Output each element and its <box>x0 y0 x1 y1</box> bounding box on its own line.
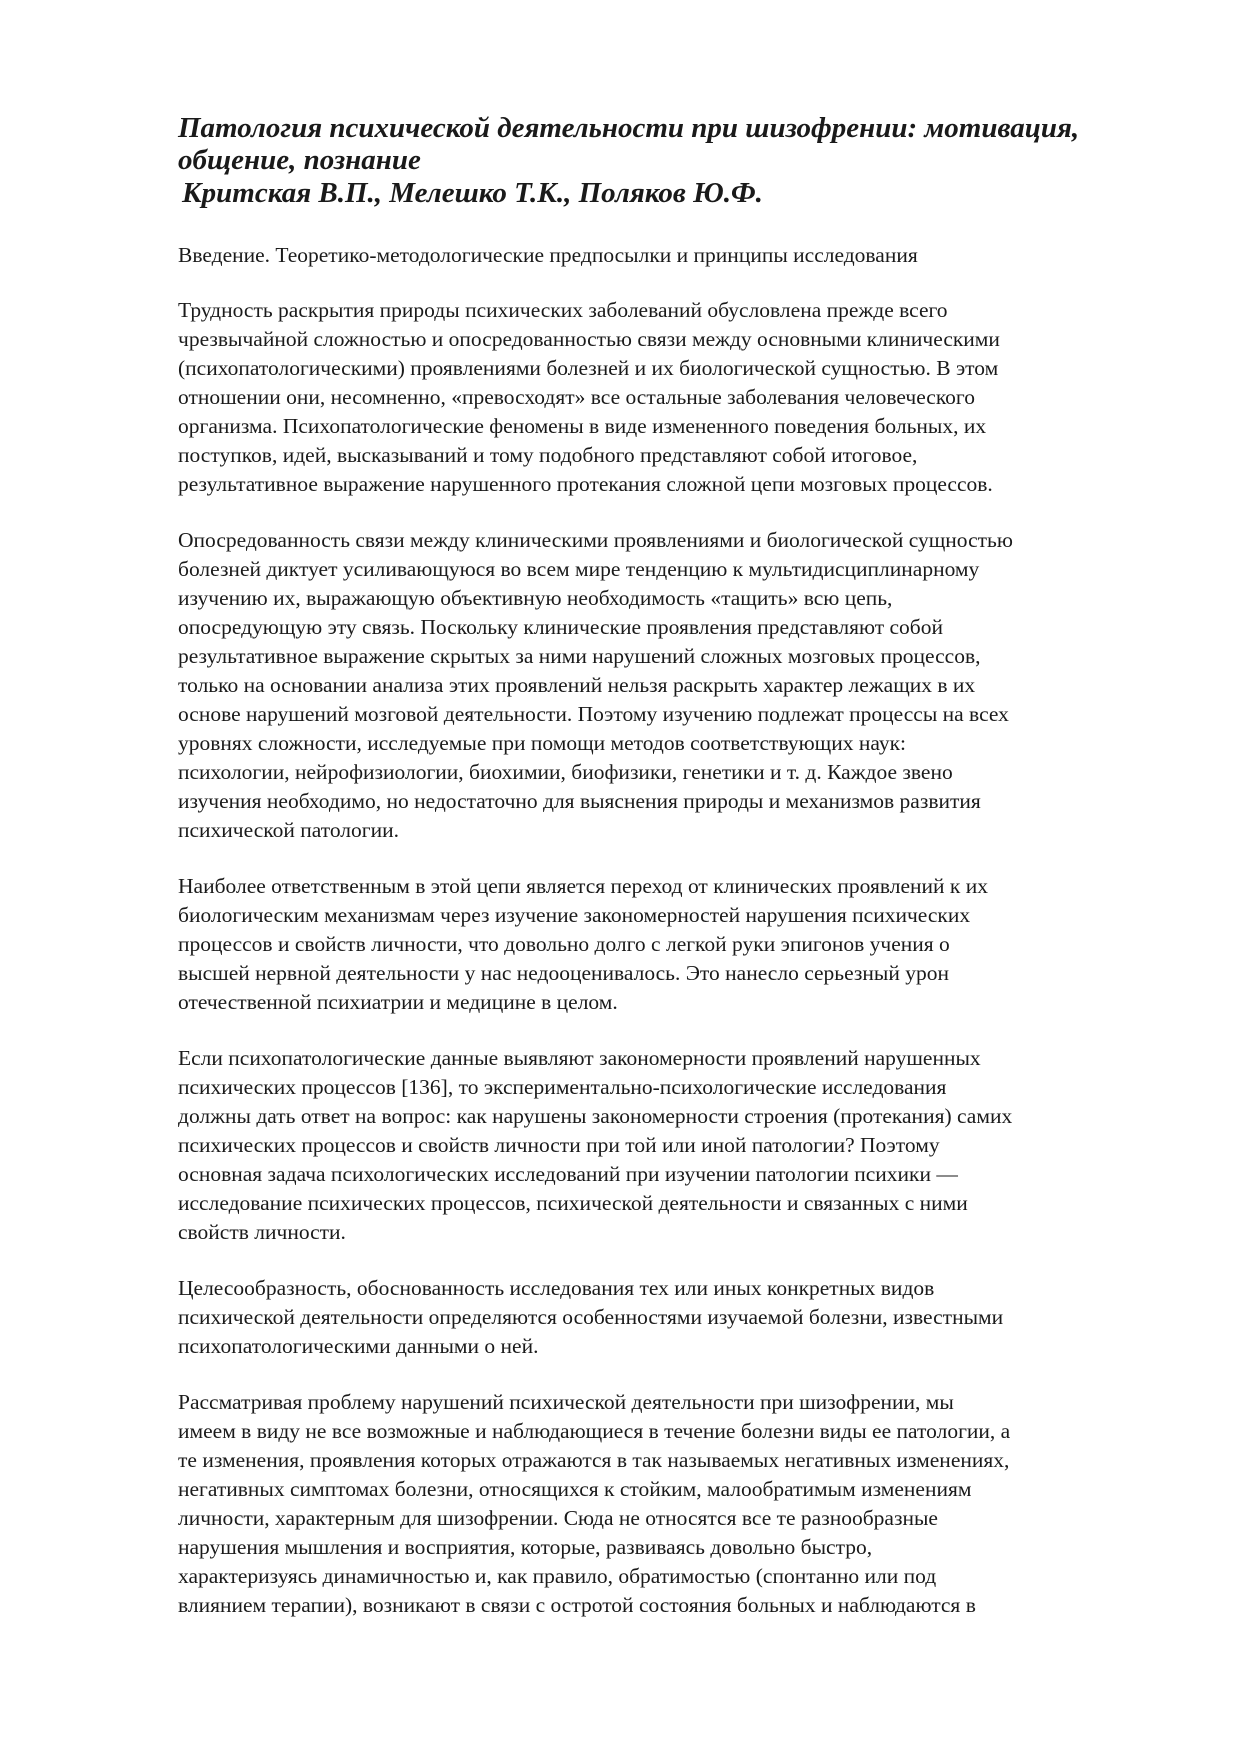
paragraph-line: болезней диктует усиливающуюся во всем мире тенденцию к мультидисциплинарному <box>178 557 980 581</box>
paragraph-line: (психопатологическими) проявлениями болезней и их биологической сущностью. В этом <box>178 356 999 380</box>
paragraph <box>178 296 1168 499</box>
paragraph-line: Рассматривая проблему нарушений психической деятельности при шизофрении, мы <box>178 1390 954 1414</box>
paragraph-line: психопатологическими данными о ней. <box>178 1334 539 1358</box>
document-title: Патология психической деятельности при шизофрении: мотивация, общение, познание <box>178 112 1080 176</box>
paragraph-line: отечественной психиатрии и медицине в целом. <box>178 990 618 1014</box>
paragraph-line: Опосредованность связи между клиническими проявлениями и биологической сущностью <box>178 528 1013 552</box>
paragraph-line: свойств личности. <box>178 1220 346 1244</box>
paragraph-line: основная задача психологических исследований при изучении патологии психики — <box>178 1162 958 1186</box>
paragraph-line: результативное выражение нарушенного протекания сложной цепи мозговых процессов. <box>178 472 993 496</box>
paragraph-line: психической деятельности определяются особенностями изучаемой болезни, известными <box>178 1305 1004 1329</box>
paragraph-line: психологии, нейрофизиологии, биохимии, биофизики, генетики и т. д. Каждое звено <box>178 760 953 784</box>
paragraph-line: изучения необходимо, но недостаточно для выяснения природы и механизмов развития <box>178 789 981 813</box>
paragraph-line: поступков, идей, высказываний и тому подобного представляют собой итоговое, <box>178 443 918 467</box>
section-heading: Введение. Теоретико-методологические предпосылки и принципы исследования <box>178 243 918 267</box>
paragraph-line: влиянием терапии), возникают в связи с остротой состояния больных и наблюдаются в <box>178 1593 976 1617</box>
paragraph-line: процессов и свойств личности, что довольно долго с легкой руки эпигонов учения о <box>178 932 950 956</box>
paragraph-line: негативных симптомах болезни, относящихся к стойким, малообратимым изменениям <box>178 1477 972 1501</box>
paragraph-line: опосредующую эту связь. Поскольку клинические проявления представляют собой <box>178 615 943 639</box>
paragraph-line: только на основании анализа этих проявлений нельзя раскрыть характер лежащих в их <box>178 673 976 697</box>
paragraph <box>178 1388 1168 1620</box>
paragraph-line: имеем в виду не все возможные и наблюдающиеся в течение болезни виды ее патологии, а <box>178 1419 1011 1443</box>
paragraph-line: Наиболее ответственным в этой цепи является переход от клинических проявлений к их <box>178 874 988 898</box>
document-authors: Критская В.П., Мелешко Т.К., Поляков Ю.Ф. <box>182 177 763 209</box>
paragraph-line: психических процессов [136], то экспериментально-психологические исследования <box>178 1075 947 1099</box>
paragraph-line: результативное выражение скрытых за ними нарушений сложных мозговых процессов, <box>178 644 981 668</box>
paragraph-line: отношении они, несомненно, «превосходят» все остальные заболевания человеческого <box>178 385 975 409</box>
paragraph-line: исследование психических процессов, психической деятельности и связанных с ними <box>178 1191 968 1215</box>
paragraph-line: уровнях сложности, исследуемые при помощи методов соответствующих наук: <box>178 731 906 755</box>
paragraph-line: основе нарушений мозговой деятельности. Поэтому изучению подлежат процессы на всех <box>178 702 1009 726</box>
paragraph-line: нарушения мышления и восприятия, которые, развиваясь довольно быстро, <box>178 1535 873 1559</box>
paragraph-line: изучению их, выражающую объективную необходимость «тащить» всю цепь, <box>178 586 893 610</box>
document-page <box>178 112 1168 1620</box>
paragraph-line: личности, характерным для шизофрении. Сюда не относятся все те разнообразные <box>178 1506 938 1530</box>
paragraph-line: Трудность раскрытия природы психических заболеваний обусловлена прежде всего <box>178 298 948 322</box>
paragraph-line: высшей нервной деятельности у нас недооценивалось. Это нанесло серьезный урон <box>178 961 949 985</box>
paragraph-line: должны дать ответ на вопрос: как нарушены закономерности строения (протекания) самих <box>178 1104 1013 1128</box>
paragraph <box>178 526 1168 845</box>
paragraph <box>178 1274 1168 1361</box>
body-text <box>178 296 1168 1620</box>
paragraph-line: Целесообразность, обоснованность исследования тех или иных конкретных видов <box>178 1276 935 1300</box>
paragraph <box>178 1044 1168 1247</box>
paragraph-line: те изменения, проявления которых отражаются в так называемых негативных изменениях, <box>178 1448 1010 1472</box>
paragraph-line: психической патологии. <box>178 818 399 842</box>
paragraph-line: психических процессов и свойств личности при той или иной патологии? Поэтому <box>178 1133 940 1157</box>
paragraph-line: чрезвычайной сложностью и опосредованностью связи между основными клиническими <box>178 327 1000 351</box>
paragraph-line: характеризуясь динамичностью и, как правило, обратимостью (спонтанно или под <box>178 1564 937 1588</box>
paragraph-line: биологическим механизмам через изучение закономерностей нарушения психических <box>178 903 971 927</box>
paragraph <box>178 872 1168 1017</box>
paragraph-line: организма. Психопатологические феномены в виде измененного поведения больных, их <box>178 414 987 438</box>
paragraph-line: Если психопатологические данные выявляют закономерности проявлений нарушенных <box>178 1046 981 1070</box>
